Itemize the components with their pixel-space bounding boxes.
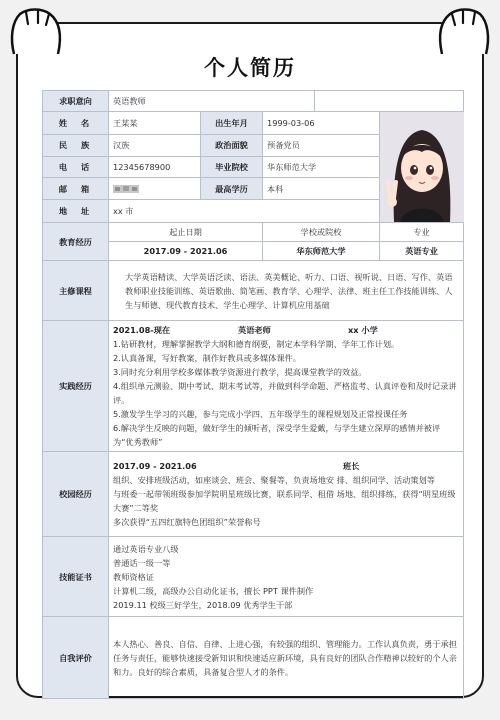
certs-label: 技能证书 — [43, 537, 109, 617]
avatar-cartoon-girl — [380, 112, 464, 222]
practice-item: 1.钻研教材，理解掌握教学大纲和德育纲要，制定本学科学期、学年工作计划。 — [113, 339, 400, 349]
politics-value: 预备党员 — [263, 134, 380, 156]
avatar — [380, 112, 464, 223]
phone-value: 12345678900 — [109, 156, 201, 178]
ethnicity-label: 民 族 — [43, 134, 109, 156]
edu-school: 华东师范大学 — [263, 242, 380, 261]
cert-item: 通过英语专业八级 — [113, 543, 179, 554]
birth-label: 出生年月 — [201, 112, 263, 135]
certs-row — [43, 537, 464, 617]
edu-header-dates: 起止日期 — [109, 223, 263, 242]
resume-table — [42, 90, 464, 699]
cert-item: 普通话一级一等 — [113, 557, 171, 568]
degree-value: 本科 — [263, 178, 380, 200]
page-title: 个人简历 — [204, 56, 296, 80]
practice-header — [113, 323, 459, 337]
courses-text: 大学英语精读、大学英语泛读、语法、英美概论、听力、口语、视听说、日语、写作、英语教师职业技能训练、英语歌曲、简笔画、教育学、心理学、法律、班主任工作技能训练、人生与师德、现代教育技术、学生心理学、计算机应用基础 — [125, 271, 453, 310]
degree-label: 最高学历 — [201, 178, 263, 200]
courses-row — [43, 261, 464, 321]
objective-value: 英语教师 — [109, 91, 315, 112]
edu-header-major: 专业 — [380, 223, 464, 242]
campus-label: 校园经历 — [43, 452, 109, 537]
campus-role: 班长 — [343, 461, 360, 471]
practice-row — [43, 321, 464, 452]
practice-item: 2.认真备课，写好教案，制作好教具或多媒体课件。 — [113, 353, 301, 363]
campus-item: 多次获得“五四红旗特色团组织”荣誉称号 — [113, 517, 261, 527]
practice-role: 英语老师 — [238, 325, 271, 335]
birth-value: 1999-03-06 — [263, 112, 380, 135]
practice-org: xx 小学 — [348, 325, 378, 335]
practice-item: 4.组织单元测验、期中考试、期末考试等，并做到科学命题、严格监考、认真评卷和及时记录讲评。 — [113, 381, 457, 405]
campus-item: 与班委一起带领班级参加学院明星班级比赛，联系同学、租借 场地、组织排练，获得“明星班级大赛”二等奖 — [113, 489, 456, 513]
email-label: 邮 箱 — [43, 178, 109, 200]
edu-header-school: 学校或院校 — [263, 223, 380, 242]
practice-label: 实践经历 — [43, 321, 109, 452]
cat-paw-left-icon — [6, 4, 66, 56]
edu-major: 英语专业 — [380, 242, 464, 261]
courses-label: 主修课程 — [43, 261, 109, 321]
school-value: 华东师范大学 — [263, 156, 380, 178]
cert-item: 计算机二级，高级办公自动化证书，擅长 PPT 课件制作 — [113, 585, 314, 596]
address-value: xx 市 — [109, 200, 380, 223]
self-eval-label: 自我评价 — [43, 617, 109, 699]
phone-label: 电 话 — [43, 156, 109, 178]
politics-label: 政治面貌 — [201, 134, 263, 156]
campus-item: 组织、安排班级活动，如座谈会、班会、聚餐等，负责场地安 排、组织同学、活动策划等 — [113, 475, 435, 485]
self-eval-text: 本人热心、善良、自信、自律、上进心强，有较强的组织、管理能力。工作认真负责，勇于承担任务与责任，能够快速接受新知识和快速适应新环境，具有良好的团队合作精神以较好的个人亲和力。良好的综合素质，具备复合型人才的条件。 — [113, 638, 457, 677]
name-value: 王某某 — [109, 112, 201, 135]
row-name — [43, 112, 464, 135]
cat-paw-right-icon — [434, 4, 494, 56]
cert-item: 2019.11 校级三好学生，2018.09 优秀学生干部 — [113, 599, 293, 610]
school-label: 毕业院校 — [201, 156, 263, 178]
campus-header — [113, 459, 459, 473]
education-header-row — [43, 223, 464, 242]
name-label: 姓 名 — [43, 112, 109, 135]
campus-row — [43, 452, 464, 537]
row-objective — [43, 91, 464, 112]
self-eval-row — [43, 617, 464, 699]
practice-item: 5.激发学生学习的兴趣，参与完成小学四、五年级学生的课程规划及正常授课任务 — [113, 409, 408, 419]
campus-period: 2017.09 - 2021.06 — [113, 461, 197, 471]
education-label: 教育经历 — [43, 223, 109, 261]
objective-label: 求职意向 — [43, 91, 109, 112]
edu-dates: 2017.09 - 2021.06 — [109, 242, 263, 261]
email-blur-redaction — [113, 184, 139, 194]
practice-item: 3.同时充分利用学校多媒体教学资源进行教学，提高课堂教学的效益。 — [113, 367, 367, 377]
practice-period: 2021.08-现在 — [113, 325, 171, 335]
email-value — [109, 178, 201, 200]
address-label: 地 址 — [43, 200, 109, 223]
practice-item: 6.解决学生反映的问题，做好学生的倾听者，深受学生爱戴，与学生建立深厚的感情并被评为“优秀教师” — [113, 423, 441, 447]
cert-item: 教师资格证 — [113, 571, 154, 582]
ethnicity-value: 汉族 — [109, 134, 201, 156]
